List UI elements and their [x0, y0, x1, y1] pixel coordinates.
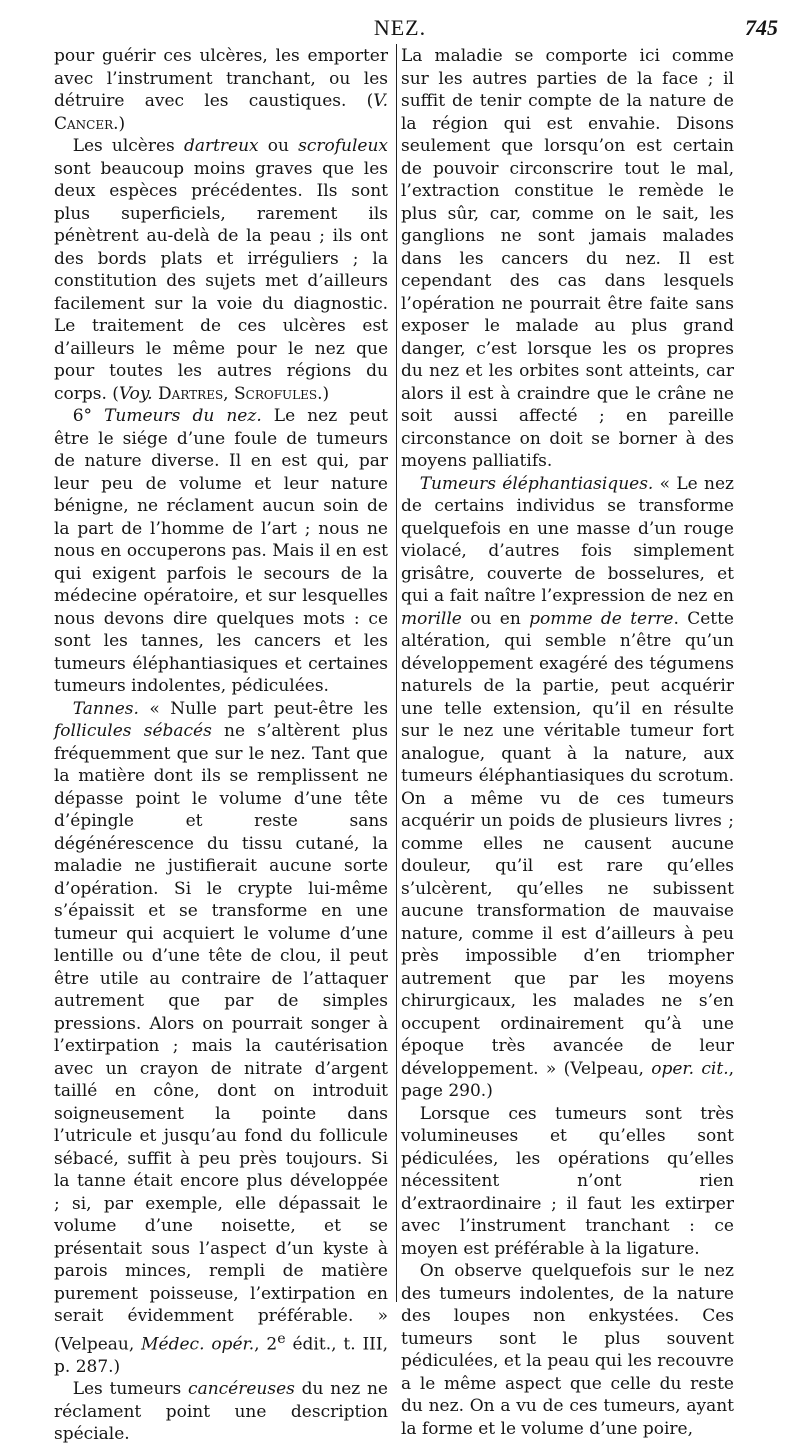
left-p4-italic-term: follicules sébacés: [54, 721, 212, 741]
left-p5-opening: Les tumeurs: [72, 1379, 189, 1400]
left-p4-heading: Tannes.: [72, 698, 139, 719]
left-p4-citation-edition: , 2: [254, 1334, 278, 1355]
left-p1-text: pour guérir ces ulcères, les emporter avec l’instrument tranchant, ou les détruire avec les caustiques. (: [54, 46, 388, 111]
left-p4-citation-tail: édit., t. III, p. 287.): [54, 1334, 389, 1377]
right-p2-term-morille: morille: [401, 608, 462, 629]
left-p2-term-dartreux: dartreux: [183, 136, 259, 156]
right-p2-heading: Tumeurs éléphantiasiques.: [419, 473, 654, 494]
left-column: [54, 45, 388, 1446]
left-p2-body: sont beaucoup moins graves que les deux espèces précédentes. Ils sont plus superficiels, rarement ils pénètrent au-delà de la peau ; ils ont des bords plats et irréguliers ; la constitution des sujets met d’ailleurs facilement sur la voie du diagnostic. Le traitement de ces ulcères est d’ailleurs le même pour le nez que pour toutes les autres régions du corps. (: [54, 158, 388, 404]
right-paragraph-1: La maladie se comporte ici comme sur les autres parties de la face ; il suffit de tenir compte de la nature de la région qui est envahie. Disons seulement que lorsqu’on est certain de pouvoir circonscrire tout le mal, l’extraction constitue le remède le plus sûr, car, comme on le sait, les ganglions ne sont jamais malades dans les cancers du nez. Il est cependant des cas dans lesquels l’opération ne pourrait être faite sans exposer le malade au plus grand danger, c’est lorsque les os propres du nez et les orbites sont atteints, car alors il est à craindre que le crâne ne soit aussi affecté ; en pareille circonstance on doit se borner à des moyens palliatifs.: [401, 46, 734, 471]
left-p2-reference-scrofules: Scrofules: [234, 383, 318, 404]
right-p2-body-2: . Cette altération, qui semble n’être qu’un développement exagéré des tégumens naturels de la partie, peut acquérir une telle extension, qu’il en résulte sur le nez une véritable tumeur fort analogue, quant à la nature, aux tumeurs éléphantiasiques du scrotum. On a même vu de ces tumeurs acquérir un poids de plusieurs livres ; comme elles ne causent aucune douleur, qu’il est rare qu’elles s’ulcèrent, qu’elles ne subissent aucune transformation de mauvaise nature, comme il est d’ailleurs à peu près impossible d’en triompher autrement que par les moyens chirurgicaux, les malades ne s’en occupent ordinairement qu’à une époque très avancée de leur développement. » (Velpeau,: [401, 608, 734, 1079]
left-p1-reference-abbreviation: V.: [373, 91, 388, 111]
left-p2-ending: .): [317, 383, 330, 404]
left-p3-number: 6°: [72, 406, 105, 426]
right-p2-citation-title: oper. cit.: [651, 1058, 729, 1079]
left-p2-term-scrofuleux: scrofuleux: [298, 136, 388, 156]
left-paragraph-4: [54, 698, 388, 1379]
left-p2-joiner: ou: [258, 136, 299, 156]
right-p2-term-pomme-de-terre: pomme de terre: [529, 608, 674, 629]
right-paragraph-3: Lorsque ces tumeurs sont très volumineuses et qu’elles sont pédiculées, les opérations qu’elles nécessitent n’ont rien d’extraordinaire ; il faut les extirper avec l’instrument tranchant : ce moyen est préférable à la ligature.: [401, 1103, 734, 1259]
left-p1-reference-word: Cancer: [54, 113, 114, 134]
column-rule: [396, 44, 397, 1302]
running-head: NEZ.: [373, 15, 427, 40]
left-p5-italic-term: cancéreuses: [188, 1379, 295, 1400]
page-header: [0, 14, 800, 42]
right-p2-joiner: ou en: [461, 608, 530, 629]
left-p3-body: Le nez peut être le siége d’une foule de tumeurs de nature diverse. Il en est qui, par leur peu de volume et leur nature bénigne, ne réclament aucun soin de la part de l’homme de l’art ; nous ne nous en occuperons pas. Mais il en est qui exigent parfois le secours de la médecine opératoire, et sur lesquelles nous devons dire quelques mots : ce sont les tannes, les cancers et les tumeurs éléphantiasiques et certaines tumeurs indolentes, pédiculées.: [54, 406, 388, 696]
right-p2-body-1: « Le nez de certains individus se transforme quelquefois en une masse d’un rouge violacé, d’autres fois simplement grisâtre, couverte de bosselures, et qui a fait naître l’expression de nez en: [401, 473, 734, 606]
page-number: 745: [745, 15, 778, 40]
left-paragraph-2: [54, 135, 388, 405]
left-p3-heading: Tumeurs du nez.: [104, 406, 262, 426]
left-p4-open-quote: « Nulle part peut-être les: [138, 698, 388, 719]
right-p2-citation-tail: , page 290.): [401, 1058, 735, 1101]
right-paragraph-4: On observe quelquefois sur le nez des tumeurs indolentes, de la nature des loupes non enkystées. Ces tumeurs sont le plus souvent pédiculées, et la peau qui les recouvre a le même aspect que celle du reste du nez. On a vu de ces tumeurs, ayant la forme et le volume d’une poire,: [401, 1261, 734, 1439]
left-p4-body: ne s’altèrent plus fréquemment que sur le nez. Tant que la matière dont ils se remplissent ne dépasse point le volume d’une tête d’épingle et reste sans dégénérescence du tissu cutané, la maladie ne justifierait aucune sorte d’opération. Si le crypte lui-même s’épaissit et se transforme en une tumeur qui acquiert le volume d’une lentille ou d’une tête de clou, il peut être utile au contraire de l’attaquer autrement que par de simples pressions. Alors on pourrait songer à l’extirpation ; mais la cautérisation avec un crayon de nitrate d’argent taillé en cône, dont on introduit soigneusement la pointe dans l’utricule et jusqu’au fond du follicule sébacé, suffit à peu près toujours. Si la tanne était encore plus développée ; si, par exemple, elle dépassait le volume d’une noisette, et se présentait sous l’aspect d’un kyste à parois minces, rempli de matière purement poisseuse, l’extirpation en serait évidemment préférable. » (Velpeau,: [54, 721, 388, 1355]
left-p2-reference-dartres: Dartres,: [152, 383, 234, 404]
left-p2-reference-abbreviation: Voy.: [118, 383, 153, 404]
left-p4-citation-title: Médec. opér.: [141, 1334, 255, 1355]
left-p4-citation-superscript: e: [277, 1330, 286, 1347]
right-column: [401, 45, 734, 1440]
right-paragraph-2: [401, 473, 734, 1103]
left-p2-opening: Les ulcères: [72, 136, 184, 156]
left-paragraph-5: [54, 1378, 388, 1446]
left-p5-body: du nez ne réclament point une description spéciale.: [54, 1379, 388, 1445]
left-paragraph-3: [54, 405, 388, 698]
left-paragraph-1: [54, 45, 388, 135]
left-p1-ending: .): [113, 113, 126, 134]
